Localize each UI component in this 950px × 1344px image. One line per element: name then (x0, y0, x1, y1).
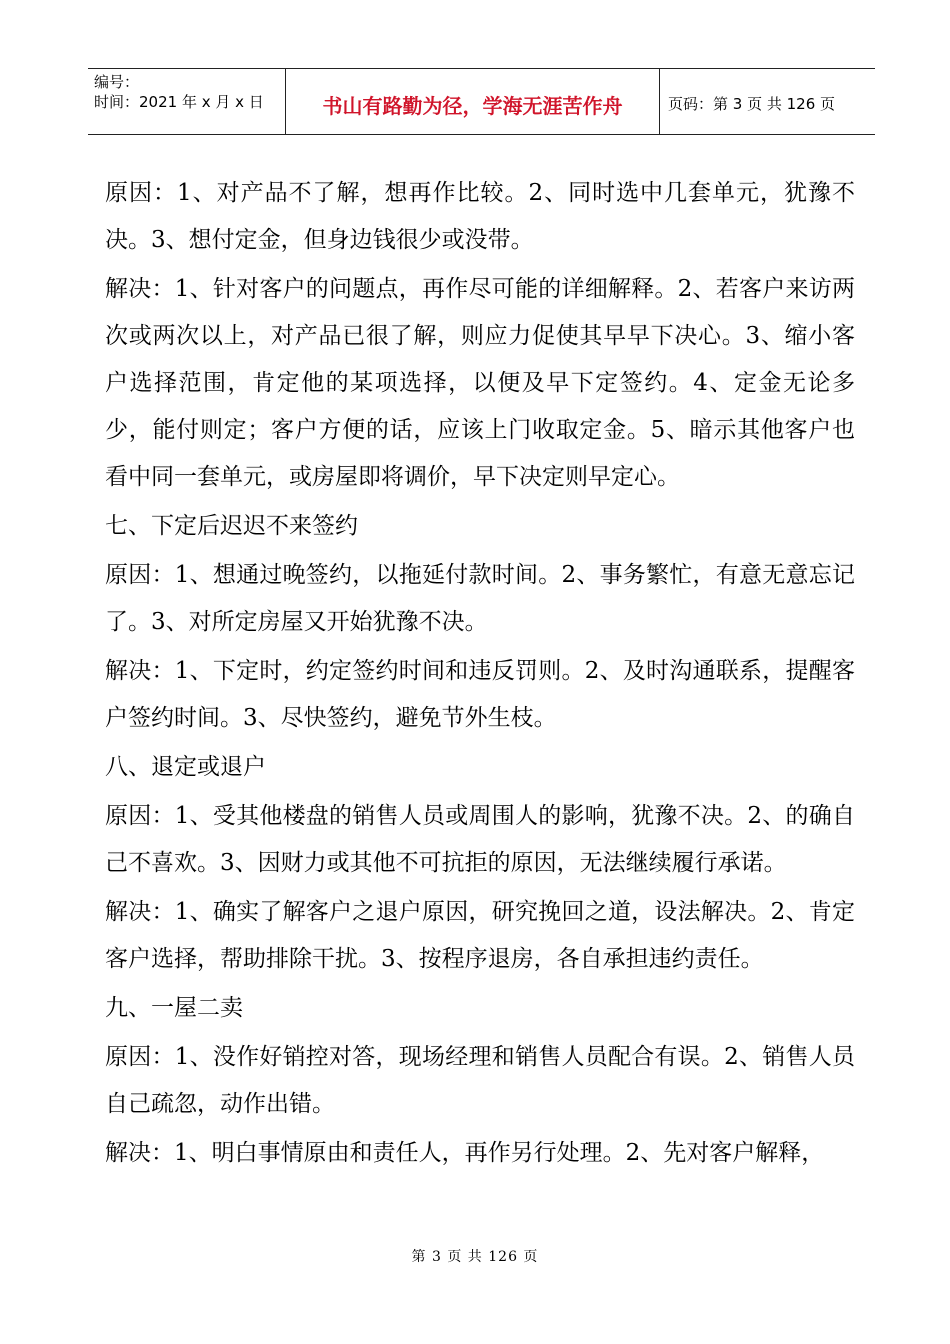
page-header (88, 68, 875, 135)
section-heading: 九、一屋二卖 (105, 995, 243, 1021)
paragraph: 原因：1、对产品不了解，想再作比较。2、同时选中几套单元，犹豫不决。3、想付定金，但身边钱很少或没带。 (105, 180, 855, 253)
document-body (105, 170, 855, 1179)
section-heading: 八、退定或退户 (105, 754, 266, 780)
header-page-label: 页码：第 3 页 共 126 页 (668, 95, 836, 113)
paragraph: 原因：1、没作好销控对答，现场经理和销售人员配合有误。2、销售人员自己疏忽，动作出错。 (105, 1044, 855, 1117)
paragraph: 解决：1、确实了解客户之退户原因，研究挽回之道，设法解决。2、肯定客户选择，帮助排除干扰。3、按程序退房，各自承担违约责任。 (105, 899, 855, 972)
header-meta (88, 69, 286, 134)
paragraph: 原因：1、想通过晚签约，以拖延付款时间。2、事务繁忙，有意无意忘记了。3、对所定房屋又开始犹豫不决。 (105, 562, 855, 635)
number-label: 编号： (94, 73, 140, 91)
page-footer: 第 3 页 共 126 页 (411, 1249, 539, 1265)
paragraph: 原因：1、受其他楼盘的销售人员或周围人的影响，犹豫不决。2、的确自己不喜欢。3、因财力或其他不可抗拒的原因，无法继续履行承诺。 (105, 803, 855, 876)
paragraph: 解决：1、针对客户的问题点，再作尽可能的详细解释。2、若客户来访两次或两次以上，对产品已很了解，则应力促使其早早下决心。3、缩小客户选择范围，肯定他的某项选择，以便及早下定签约。4、定金无论多少，能付则定；客户方便的话，应该上门收取定金。5、暗示其他客户也看中同一套单元，或房屋即将调价，早下决定则早定心。 (105, 276, 855, 490)
time-label: 时间：2021 年 x 月 x 日 (94, 93, 264, 111)
header-motto: 书山有路勤为径，学海无涯苦作舟 (286, 69, 660, 134)
section-heading: 七、下定后迟迟不来签约 (105, 513, 358, 539)
paragraph: 解决：1、明白事情原由和责任人，再作另行处理。2、先对客户解释， (105, 1140, 825, 1166)
paragraph: 解决：1、下定时，约定签约时间和违反罚则。2、及时沟通联系，提醒客户签约时间。3、尽快签约，避免节外生枝。 (105, 658, 855, 731)
